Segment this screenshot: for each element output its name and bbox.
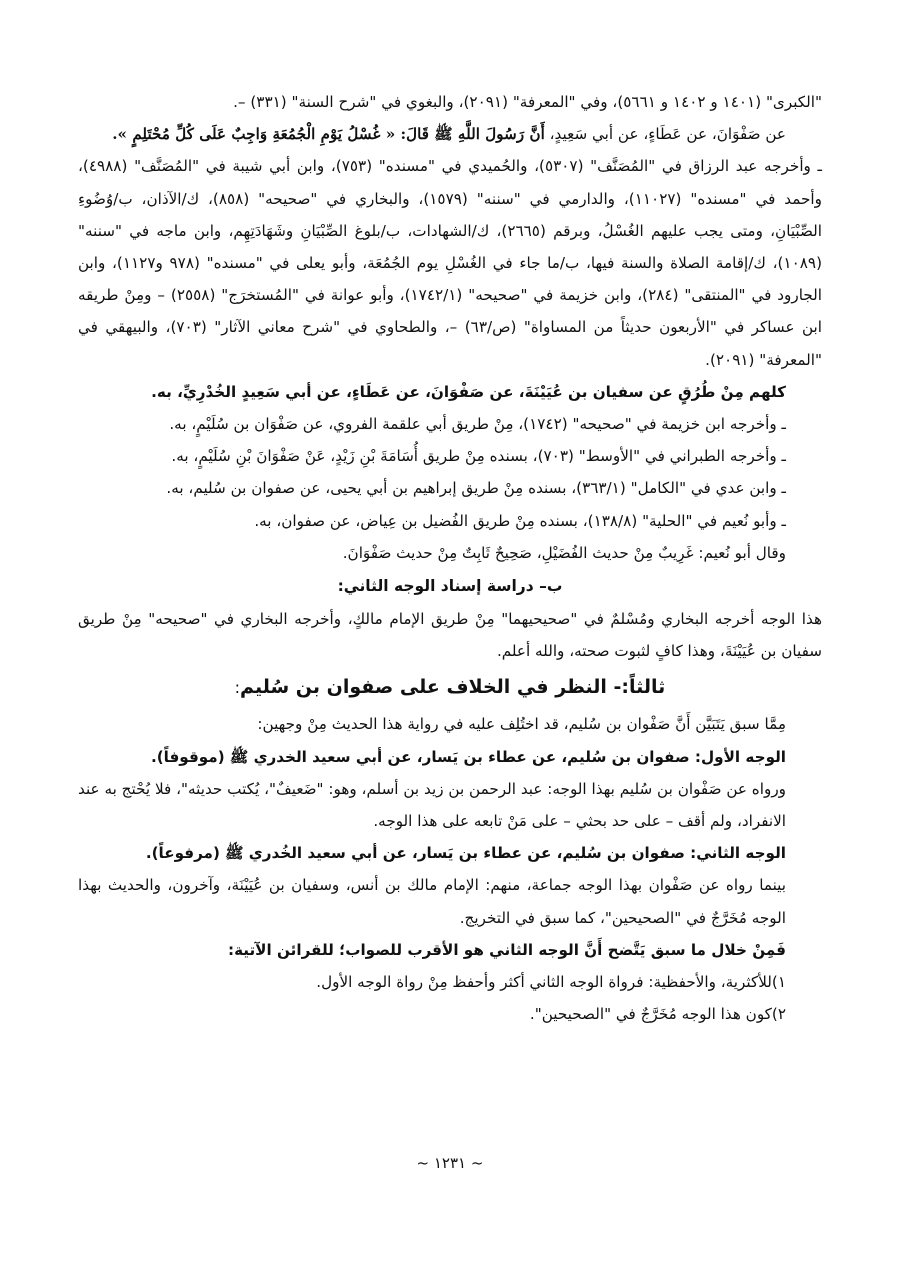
takhrij-item-ibn-khuzayma: ـ وأخرجه ابن خزيمة في "صحيحه" (١٧٤٢)، مِنْ طريق أبي علقمة الفروي، عن صَفْوَان بن سُلَيْمٍ، به. xyxy=(169,415,786,434)
section-heading-third xyxy=(78,667,822,708)
conclusion-heading: فَمِنْ خلال ما سبق يَتَّضح أَنَّ الوجه الثاني هو الأقرب للصواب؛ للقرائن الآتية: xyxy=(228,940,786,959)
second-wajh-study-paragraph: هذا الوجه أخرجه البخاري ومُسْلمٌ في "صحيحيهما" مِنْ طريق الإمام مالكٍ، وأخرجه البخاري في "صحيحه" مِنْ طريق سفيان بن عُيَيْنَةَ، وهذا كافٍ لثبوت صحته، والله أعلم. xyxy=(78,610,822,661)
page-number: ~ ١٢٣١ ~ xyxy=(416,1154,484,1172)
second-wajh-heading: الوجه الثاني: صفوان بن سُليم، عن عطاء بن يَسار، عن أبي سعيد الخُدري ﷺ (مرفوعاً). xyxy=(145,844,786,863)
section-heading-b: ب– دراسة إسناد الوجه الثاني: xyxy=(337,577,563,596)
takhrij-item-tabarani: ـ وأخرجه الطبراني في "الأوسط" (٧٠٣)، بسنده مِنْ طريق أُسَامَةَ بْنِ زَيْدٍ، عَنْ صَفْوَانَ بْنِ سُلَيْمٍ، به. xyxy=(171,447,786,466)
abu-nuaym-verdict: وقال أبو نُعيم: غَرِيبٌ مِنْ حديث الفُضَيْلِ، صَحِيحٌ ثَابِتٌ مِنْ حديث صَفْوَانَ. xyxy=(342,543,786,562)
takhrij-item-ibn-adi: ـ وابن عدي في "الكامل" (٣٦٣/١)، بسنده مِنْ طريق إبراهيم بن أبي يحيى، عن صفوان بن سُليم، به. xyxy=(166,479,786,498)
evidence-item-2: ٢)كون هذا الوجه مُخَرَّجٌ في "الصحيحين". xyxy=(529,1005,786,1024)
second-wajh-paragraph: بينما رواه عن صَفْوان بهذا الوجه جماعة، منهم: الإمام مالك بن أنس، وسفيان بن عُيَيْنَة، وآخرون، والحديث بهذا الوجه مُخَرَّجٌ في "الصحيحين"، كما سبق في التخريج. xyxy=(78,876,786,927)
first-wajh-heading: الوجه الأول: صفوان بن سُليم، عن عطاء بن يَسار، عن أبي سعيد الخدري ﷺ (موقوفاً). xyxy=(150,747,786,766)
section-heading-third-title: ثالثاً:- النظر في الخلاف على صفوان بن سُليم xyxy=(240,676,666,699)
first-wajh-paragraph: ورواه عن صَفْوان بن سُليم بهذا الوجه: عبد الرحمن بن زيد بن أسلم، وهو: "ضَعيفٌ"، يُكتب حديثه"، فلا يُحْتج به عند الانفراد، ولم أقف – على حد بحثي – على مَنْ تابعه على هذا الوجه. xyxy=(78,779,786,831)
evidence-item-1: ١)للأكثرية، والأحفظية: فرواة الوجه الثاني أكثر وأحفظ مِنْ رواة الوجه الأول. xyxy=(316,973,786,992)
section-heading-third-colon: : xyxy=(234,678,241,698)
takhrij-item-abu-nuaym: ـ وأبو نُعيم في "الحلية" (١٣٨/٨)، بسنده مِنْ طريق الفُضيل بن عِياض، عن صفوان، به. xyxy=(254,511,786,530)
citation-continuation: "الكبرى" (١٤٠١ و ١٤٠٢ و ٥٦٦١)، وفي "المعرفة" (٢٠٩١)، والبغوي في "شرح السنة" (٣٣١) –. xyxy=(233,93,822,111)
difference-intro: مِمَّا سبق يَتَبَيَّن أَنَّ صَفْوان بن سُليم، قد اختُلِف عليه في رواية هذا الحديث مِنْ وجهين: xyxy=(257,715,786,734)
takhrij-paragraph: ـ وأخرجه عبد الرزاق في "المُصَنَّف" (٥٣٠٧)، والحُميدي في "مسنده" (٧٥٣)، وابن أبي شيبة في "المُصَنَّف" (٤٩٨٨)، وأحمد في "مسنده" (١١٠٢٧)، والدارمي في "سننه" (١٥٧٩)، والبخاري في "صحيحه" (٨٥٨)، ك/الآذان، ب/وُضُوءِ الصِّبْيَانِ، ومتى يجب عليهم الغُسْلُ، وبرقم (٢٦٦٥)، ك/الشهادات، ب/بلوغ الصِّبْيَانِ وشَهَادَتِهِم، وابن ماجه في "سننه" (١٠٨٩)، ك/إقامة الصلاة والسنة فيها، ب/ما جاء في الغُسْلِ يوم الجُمُعَة، وأبو يعلى في "مسنده" (٩٧٨ و١١٢٧)، وابن الجارود في "المنتقى" (٢٨٤)، وابن خزيمة في "صحيحه" (١٧٤٢/١)، وأبو عوانة في "المُستخرَج" (٢٥٥٨) – ومِنْ طريقه ابن عساكر في "الأربعون حديثاً من المساواة" (ص/٦٣) –، والطحاوي في "شرح معاني الآثار" (٧٠٣)، والبيهقي في "المعرفة" (٢٠٩١). xyxy=(78,157,823,369)
hadith-text: أَنَّ رَسُولَ اللَّهِ ﷺ قَالَ: « غُسْلُ يَوْمِ الْجُمُعَةِ وَاجِبٌ عَلَى كُلِّ مُحْتَلِمٍ ». xyxy=(112,125,545,144)
hadith-chain xyxy=(78,118,822,150)
hadith-isnad: عن صَفْوَانَ، عن عَطَاءٍ، عن أبي سَعِيدٍ، xyxy=(544,125,786,144)
all-routes-line: كلهم مِنْ طُرُقٍ عن سفيان بن عُيَيْنَةَ، عن صَفْوَانَ، عن عَطَاءٍ، عن أبي سَعِيدٍ الخُدْرِيِّ، به. xyxy=(151,382,786,401)
